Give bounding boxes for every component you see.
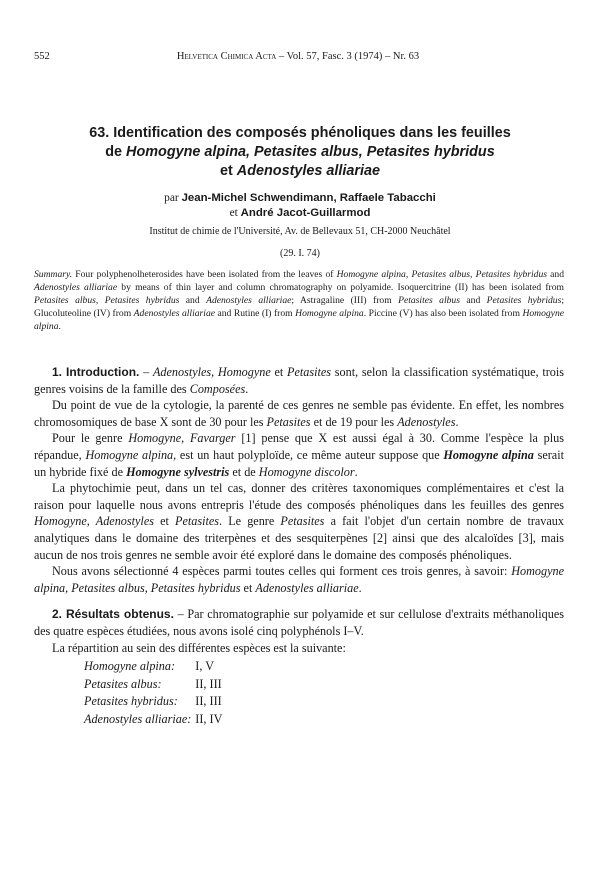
section-gap	[34, 596, 564, 606]
title-line-3-prefix: et	[220, 163, 237, 179]
species-name: Petasites albus	[398, 294, 460, 306]
text: . Le genre	[219, 514, 281, 529]
authors-line-2-prefix: et	[229, 206, 241, 219]
table-row	[84, 658, 222, 676]
text: – Par chromatographie sur polyamide et sur cellulose d'extraits méthanoliques des quatre espèces étudiées, nous avons isolé cinq polyphénols I–V.	[34, 607, 564, 638]
text: et	[240, 580, 256, 595]
species-name: Adenostyles alliariae	[34, 281, 118, 293]
intro-paragraph-5	[34, 563, 564, 596]
text: a fait l'objet d'un certain nombre de travaux analytiques dans le domaine des triterpènes et des sesquiterpènes [2] ainsi que des alcaloïdes [3], mais aucun de nos trois genres ne semble avoir été exploré dans le domaine des composés phénoliques.	[34, 514, 564, 562]
species-distribution-table	[84, 658, 222, 728]
summary	[34, 269, 564, 334]
intro-paragraph-3	[34, 430, 564, 480]
species-name: Adenostyles alliariae	[255, 580, 359, 595]
text: Pour le genre	[52, 431, 129, 446]
summary-text: .	[58, 320, 61, 332]
species-name: Homogyne, Adenostyles	[34, 514, 154, 529]
compounds-cell: II, III	[195, 676, 222, 691]
text: et de	[229, 464, 259, 479]
compounds-cell: II, IV	[195, 711, 223, 726]
species-name: Petasites	[266, 414, 311, 429]
intro-paragraph-1	[34, 364, 564, 397]
species-name: Petasites hybridus	[104, 294, 180, 306]
authors-prefix: par	[164, 192, 182, 204]
species-name: Petasites hybridus	[486, 294, 562, 306]
species-name: Petasites	[287, 365, 332, 379]
species-name: Petasites albus	[411, 269, 471, 280]
authors-line-1: Jean-Michel Schwendimann, Raffaele Tabacchi	[181, 192, 436, 204]
journal-name: Helvetica Chimica Acta	[176, 51, 277, 62]
text: et de 19 pour les	[310, 414, 398, 429]
authors-line-2: André Jacot-Guillarmod	[240, 206, 371, 219]
intro-paragraph-4	[34, 480, 564, 563]
authors	[40, 191, 560, 220]
results-paragraph-1	[34, 606, 564, 639]
species-name: Homogyne sylvestris	[126, 464, 230, 479]
species-name: Homogyne alpina	[295, 307, 364, 319]
volume-info: – Vol. 57, Fasc. 3 (1974) – Nr. 63	[276, 51, 420, 62]
text: Nous avons sélectionné 4 espèces parmi toutes celles qui forment ces trois genres, à savoir:	[52, 564, 512, 579]
text: serait un hybride fixé de	[34, 447, 564, 479]
family-name: Composées	[189, 381, 246, 396]
compounds-cell: II, III	[195, 694, 222, 709]
received-date: (29. I. 74)	[280, 248, 320, 259]
title-line-2-prefix: de	[105, 144, 127, 160]
page-number: 552	[34, 51, 50, 62]
summary-text: ,	[95, 294, 105, 306]
species-name: Adenostyles	[397, 414, 456, 429]
text: et	[153, 514, 176, 529]
summary-text: ; Glucoluteoline (IV) from	[34, 294, 564, 319]
text: Du point de vue de la cytologie, la parenté de ces genres ne semble pas évidente. En effet, les nombres chromosomiques de base X sont de 30 pour les	[34, 398, 564, 429]
title-line-1: 63. Identification des composés phénoliques dans les feuilles	[89, 125, 511, 141]
text: .	[455, 414, 459, 429]
text: et	[270, 365, 288, 379]
intro-paragraph-2	[34, 397, 564, 430]
species-name: Homogyne alpina	[336, 269, 406, 280]
species-name: Homogyne alpina	[85, 447, 174, 462]
article-body	[34, 364, 564, 728]
summary-text: and	[459, 294, 487, 306]
species-cell: Petasites hybridus:	[84, 694, 178, 709]
species-name: Petasites	[175, 514, 220, 529]
summary-text: ; Astragaline (III) from	[291, 294, 399, 306]
species-name: Petasites hybridus	[475, 269, 547, 280]
species-name: Homogyne alpina, Petasites albus, Petasites hybridus	[34, 564, 564, 595]
species-name: Homogyne discolor	[258, 464, 355, 479]
summary-text: Four polyphenolheterosides have been isolated from the leaves of	[72, 269, 337, 280]
species-name: Adenostyles alliariae	[206, 294, 292, 306]
summary-text: and	[547, 269, 565, 280]
species-cell: Petasites albus:	[84, 676, 162, 691]
species-name: Homogyne, Favarger	[128, 431, 236, 446]
species-name: Petasites	[280, 514, 325, 529]
section-heading-introduction: 1. Introduction.	[52, 365, 140, 379]
text: sont, selon la classification systématique, trois genres voisins de la famille des	[34, 365, 564, 396]
section-heading-results: 2. Résultats obtenus.	[52, 607, 174, 622]
text: La phytochimie peut, dans un tel cas, donner des critères taxonomiques complémentaires et c'est la raison pour laquelle nous avons entrepris l'étude des composés phénoliques dans les feuilles des genres	[34, 481, 564, 512]
summary-text: ,	[405, 269, 412, 280]
species-name: Adenostyles, Homogyne	[152, 365, 271, 379]
table-row	[84, 693, 222, 711]
species-cell: Homogyne alpina:	[84, 659, 176, 674]
compounds-cell: I, V	[195, 659, 215, 674]
summary-label: Summary.	[34, 269, 73, 280]
title-line-2-species: Homogyne alpina, Petasites albus, Petasites hybridus	[126, 144, 495, 160]
text: [1] pense que X est aussi égal à 30. Comme l'espèce la plus répandue,	[34, 431, 564, 462]
text: .	[354, 464, 358, 479]
institute-affiliation: Institut de chimie de l'Université, Av. de Bellevaux 51, CH-2000 Neuchâtel	[149, 226, 451, 237]
species-name: Homogyne alpina	[34, 307, 564, 332]
text: .	[358, 580, 362, 595]
text: .	[245, 381, 249, 396]
article-title	[40, 124, 560, 181]
summary-text: ,	[470, 269, 476, 280]
species-name: Petasites albus	[34, 294, 96, 306]
text: –	[139, 365, 153, 379]
species-cell: Adenostyles alliariae:	[84, 711, 192, 726]
text: , est un haut polyploïde, ce même auteur suppose que	[173, 447, 444, 462]
table-row	[84, 676, 222, 694]
summary-text: and	[179, 294, 207, 306]
species-name: Homogyne alpina	[443, 447, 534, 462]
summary-text: and Rutine (I) from	[215, 307, 296, 319]
results-paragraph-2: La répartition au sein des différentes espèces est la suivante:	[52, 640, 346, 655]
title-line-3-species: Adenostyles alliariae	[236, 163, 380, 179]
species-name: Adenostyles alliariae	[133, 307, 216, 319]
title-block	[40, 124, 560, 260]
summary-text: by means of thin layer and column chromatography on polyamide. Isoquercitrine (II) has been isolated from	[117, 281, 564, 293]
journal-line	[34, 50, 562, 64]
summary-text: . Piccine (V) has also been isolated from	[363, 307, 523, 319]
table-row	[84, 711, 222, 729]
